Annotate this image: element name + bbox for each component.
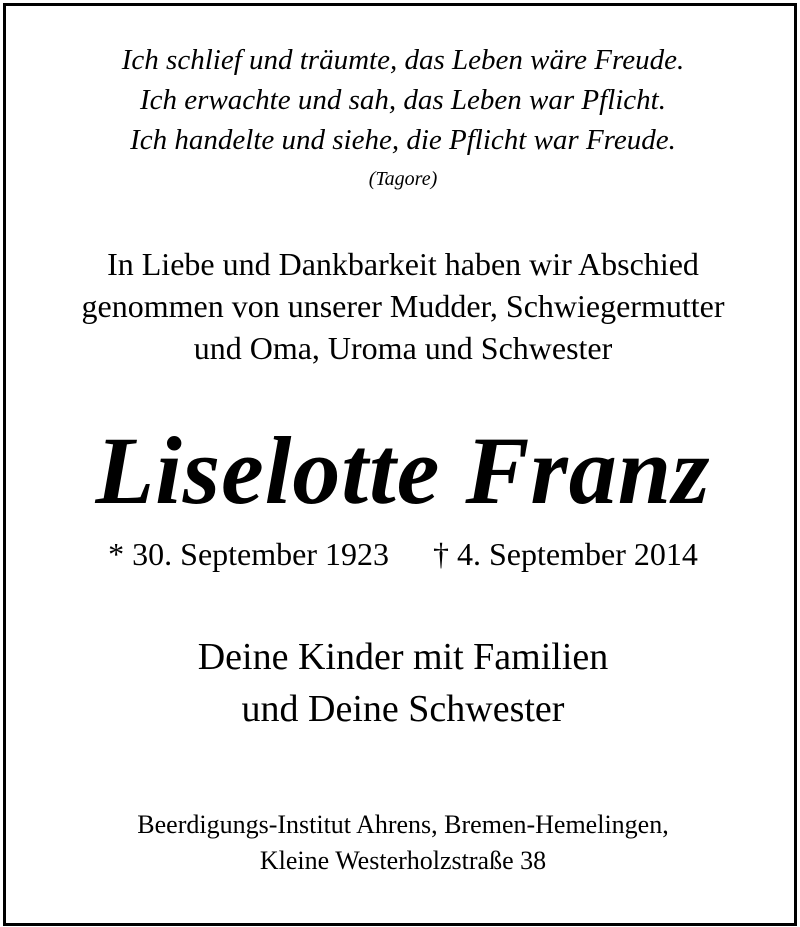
death-date: † 4. September 2014 [433,536,698,572]
quote-line-1: Ich schlief und träumte, das Leben wäre Freude. [121,44,685,76]
quote-line-3: Ich handelte und siehe, die Pflicht war Freude. [130,124,676,156]
quote-source: (Tagore) [368,168,438,190]
deceased-name: Liselotte Franz [95,417,711,524]
funeral-home-line-1: Beerdigungs-Institut Ahrens, Bremen-Hemelingen, [137,810,669,839]
funeral-home-line-2: Kleine Westerholzstraße 38 [259,846,547,875]
family-line-1: Deine Kinder mit Familien [197,636,609,678]
birth-date: * 30. September 1923 [108,536,389,572]
family-line-2: und Deine Schwester [241,688,565,730]
intro-line-1: In Liebe und Dankbarkeit haben wir Abschied [107,246,699,282]
intro-line-3: und Oma, Uroma und Schwester [193,330,613,366]
intro-line-2: genommen von unserer Mudder, Schwiegermutter [81,288,725,324]
obituary-notice [3,3,797,926]
life-dates [6,534,800,574]
quote-line-2: Ich erwachte und sah, das Leben war Pflicht. [140,84,666,116]
